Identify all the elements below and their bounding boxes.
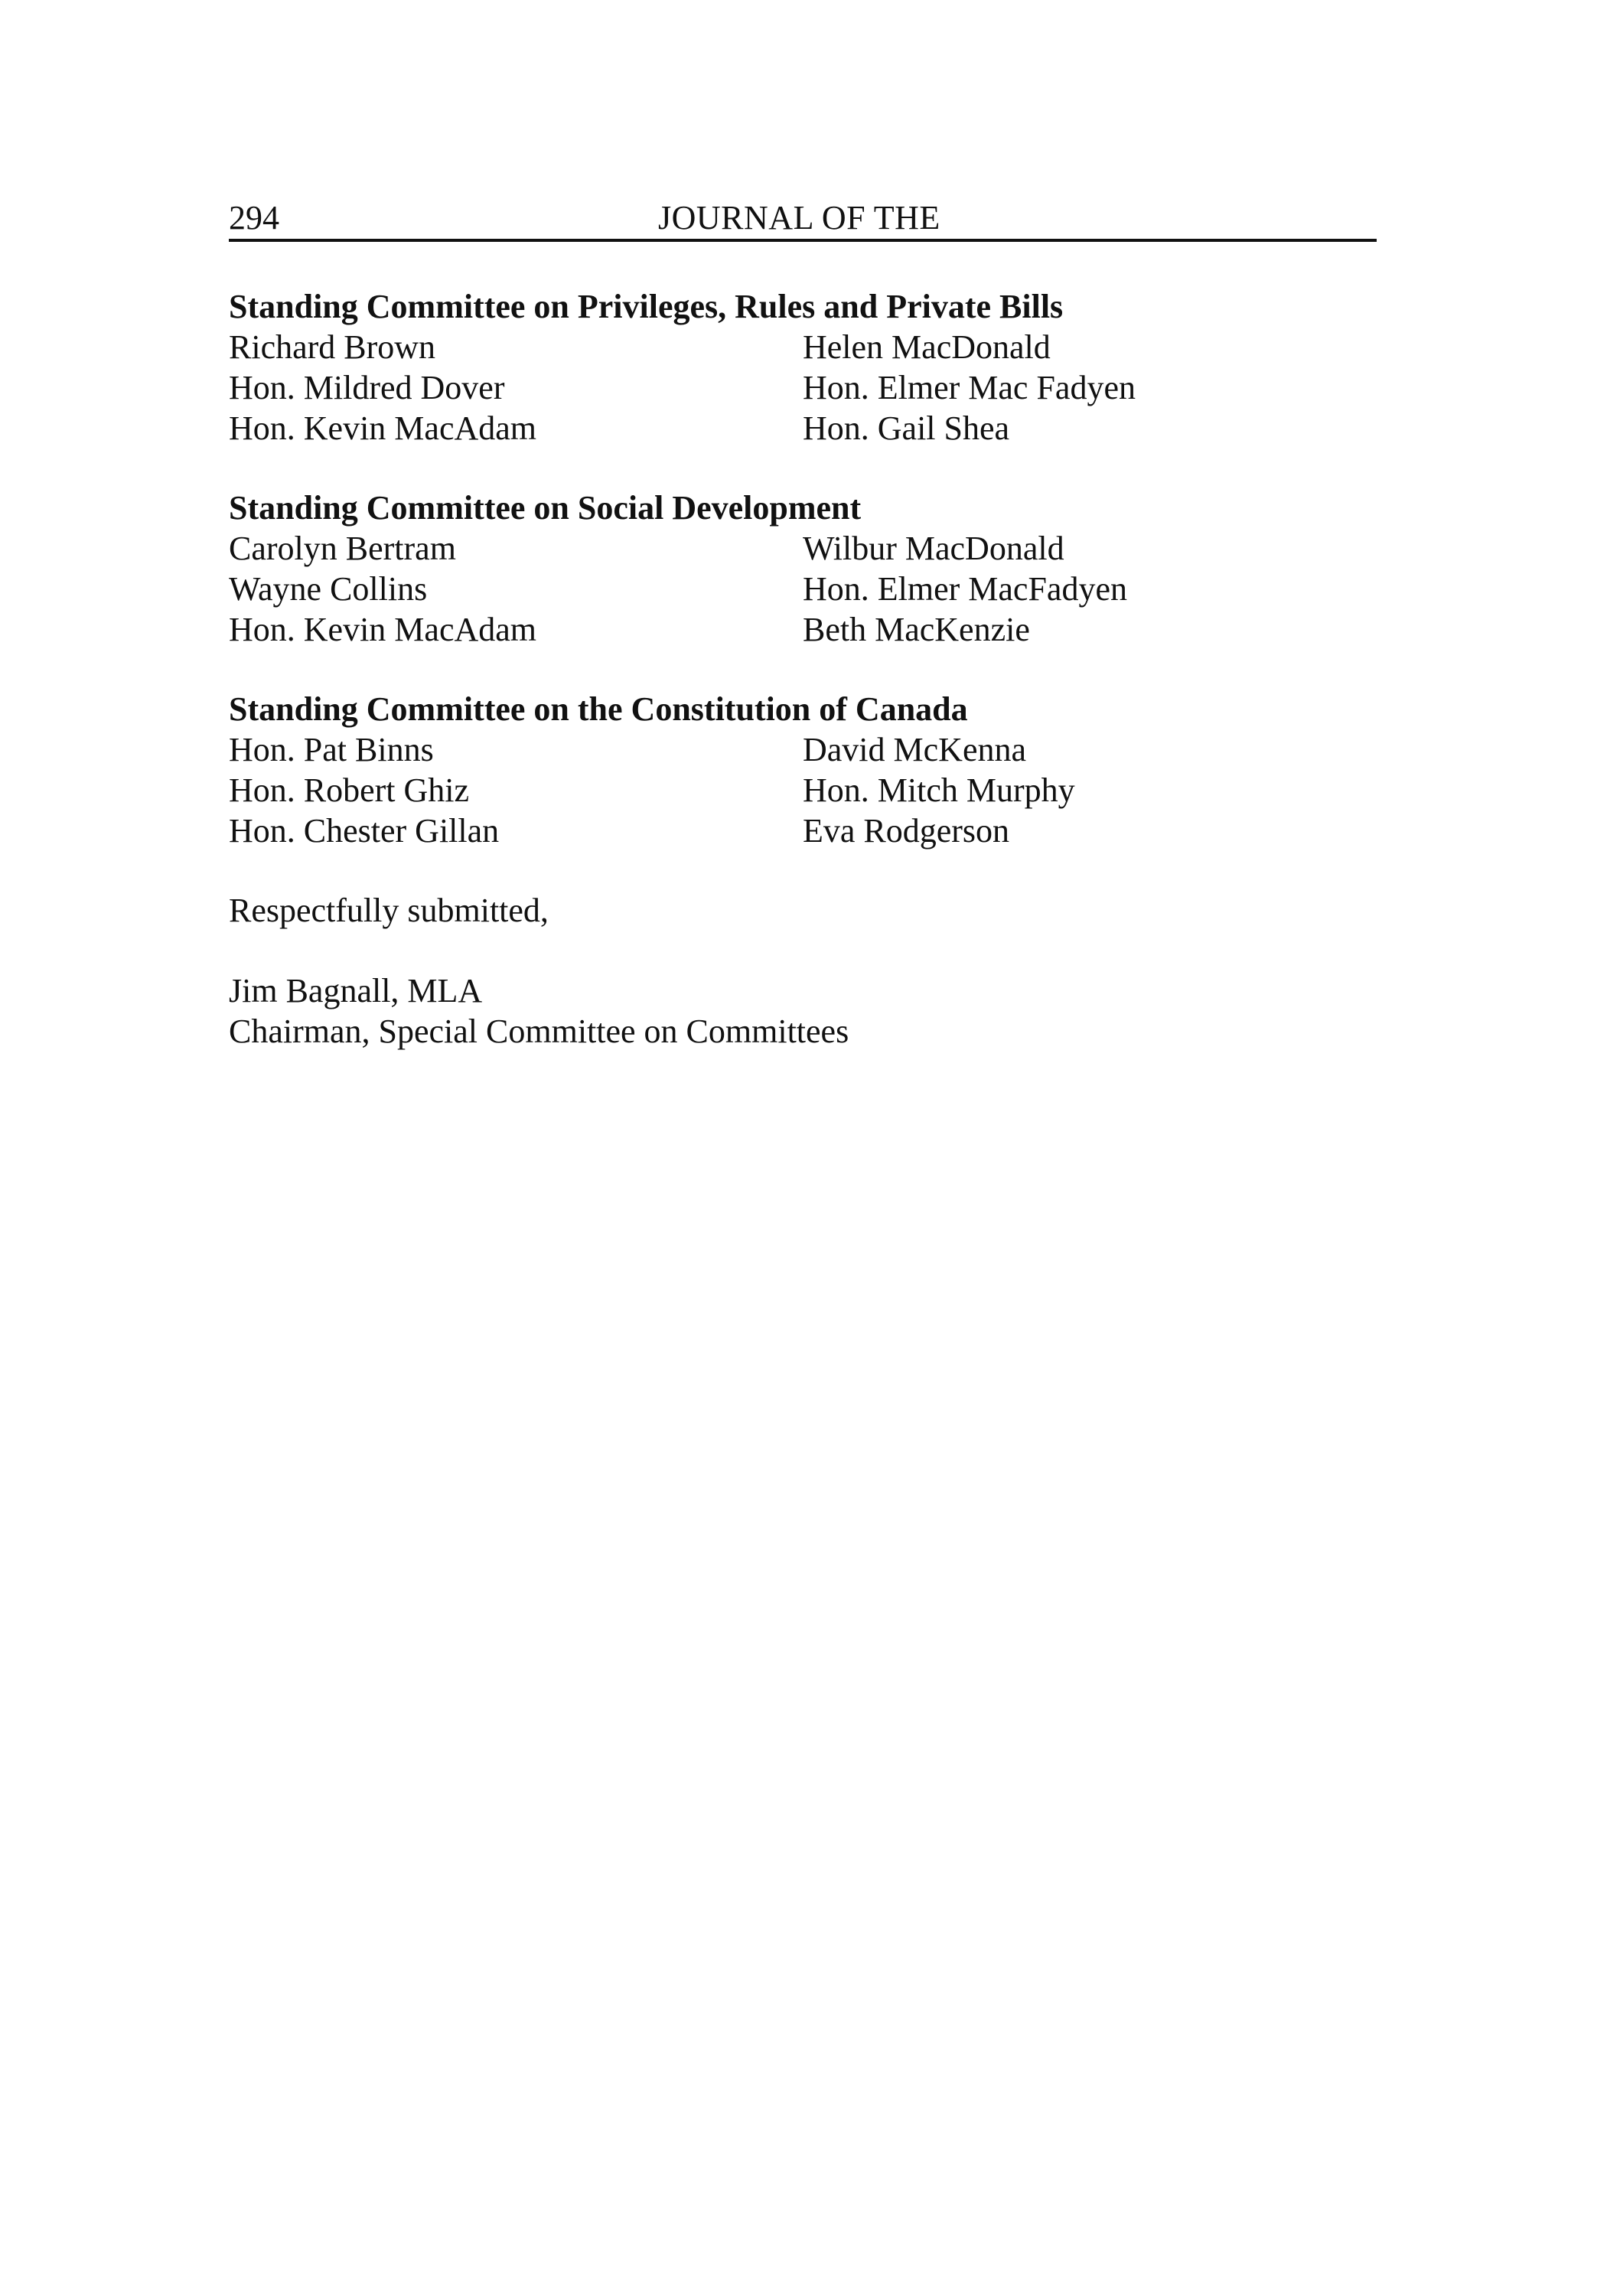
committee-title: Standing Committee on Privileges, Rules and Private Bills — [229, 288, 1064, 325]
member-name: Beth MacKenzie — [803, 611, 1030, 648]
member-row — [229, 810, 1377, 851]
member-name: Helen MacDonald — [803, 328, 1051, 366]
page-number: 294 — [229, 199, 279, 236]
member-name: Hon. Elmer MacFadyen — [803, 570, 1127, 608]
member-row — [229, 408, 1377, 448]
running-title: JOURNAL OF THE — [658, 199, 940, 236]
member-name: Wilbur MacDonald — [803, 530, 1064, 567]
member-name: Hon. Kevin MacAdam — [229, 409, 537, 447]
member-row — [229, 770, 1377, 810]
member-name: Hon. Gail Shea — [803, 409, 1010, 447]
member-name: Hon. Chester Gillan — [229, 812, 500, 850]
committee-section — [229, 286, 1377, 448]
member-row — [229, 528, 1377, 569]
member-name: Hon. Kevin MacAdam — [229, 611, 537, 648]
member-name: Hon. Robert Ghiz — [229, 771, 470, 809]
committee-section — [229, 488, 1377, 650]
member-row — [229, 569, 1377, 609]
member-name: David McKenna — [803, 731, 1027, 768]
signature-title: Chairman, Special Committee on Committees — [229, 1013, 849, 1050]
member-name: Eva Rodgerson — [803, 812, 1010, 850]
member-list — [229, 327, 1377, 448]
member-row — [229, 729, 1377, 770]
committee-section — [229, 689, 1377, 851]
closing-line: Respectfully submitted, — [229, 892, 549, 929]
member-name: Hon. Elmer Mac Fadyen — [803, 369, 1136, 406]
member-name: Wayne Collins — [229, 570, 428, 608]
member-list — [229, 729, 1377, 851]
member-name: Hon. Pat Binns — [229, 731, 434, 768]
member-row — [229, 367, 1377, 408]
member-row — [229, 327, 1377, 367]
member-name: Carolyn Bertram — [229, 530, 456, 567]
signature-name: Jim Bagnall, MLA — [229, 972, 483, 1009]
committee-title: Standing Committee on Social Development — [229, 489, 862, 527]
member-name: Hon. Mitch Murphy — [803, 771, 1075, 809]
committee-title: Standing Committee on the Constitution of Canada — [229, 690, 968, 728]
member-name: Hon. Mildred Dover — [229, 369, 505, 406]
member-row — [229, 609, 1377, 650]
member-list — [229, 528, 1377, 650]
member-name: Richard Brown — [229, 328, 436, 366]
page-header — [229, 197, 1377, 242]
